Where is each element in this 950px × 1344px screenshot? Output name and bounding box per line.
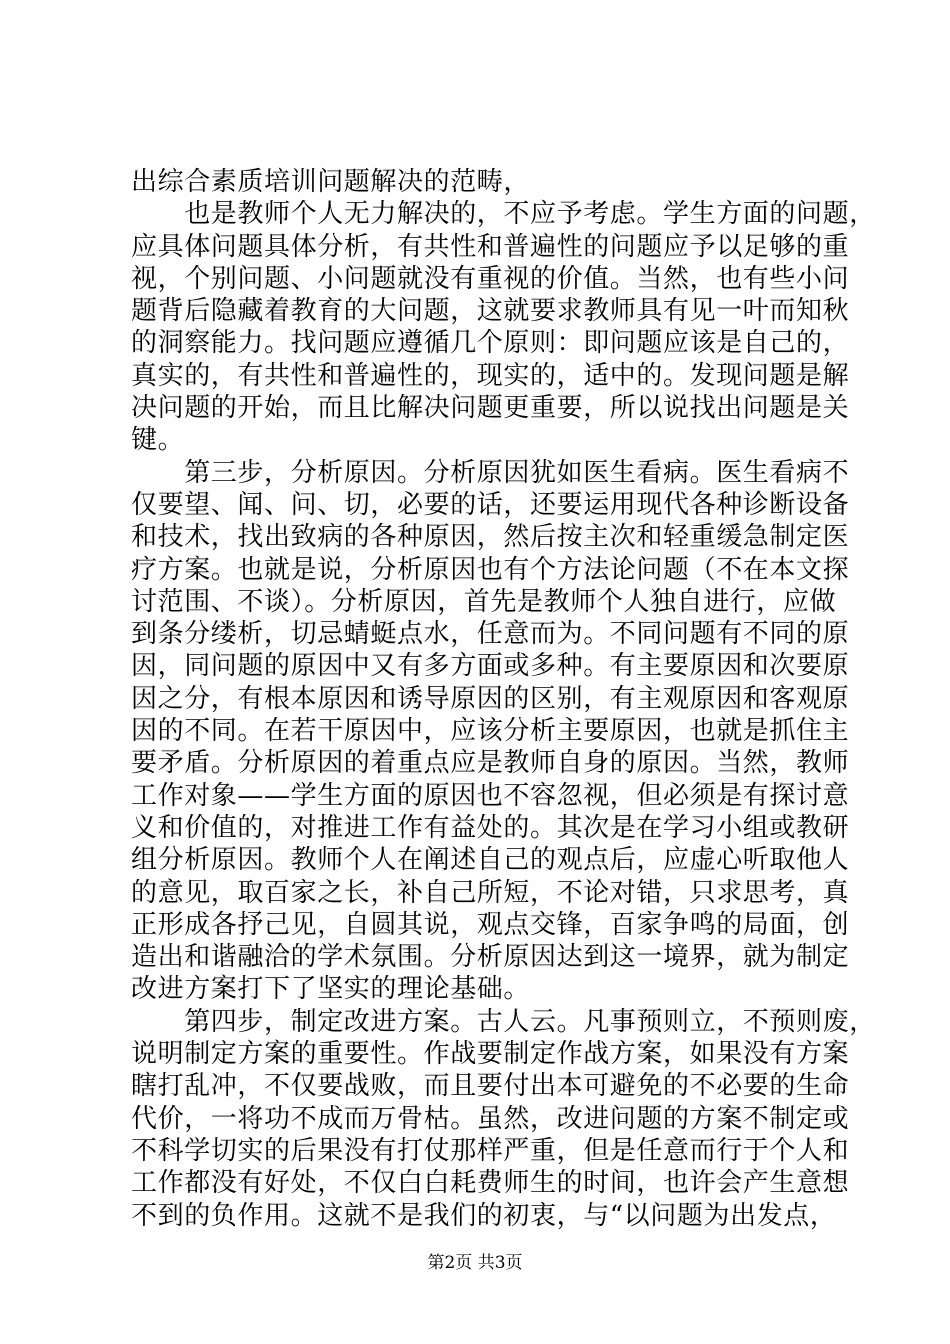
text-line: 说明制定方案的重要性。作战要制定作战方案，如果没有方案: [131, 1039, 850, 1070]
text-line: 第四步，制定改进方案。古人云。凡事预则立，不预则废，: [131, 1006, 876, 1037]
text-line: 应具体问题具体分析，有共性和普遍性的问题应予以足够的重: [131, 231, 850, 262]
text-line: 决问题的开始，而且比解决问题更重要，所以说找出问题是关: [131, 393, 850, 424]
text-line: 的洞察能力。找问题应遵循几个原则：即问题应该是自己的，: [131, 328, 850, 359]
text-line: 和技术，找出致病的各种原因，然后按主次和轻重缓急制定医: [131, 522, 850, 553]
text-line: 组分析原因。教师个人在阐述自己的观点后，应虚心听取他人: [131, 845, 850, 876]
text-line: 正形成各抒己见，自圆其说，观点交锋，百家争鸣的局面，创: [131, 909, 850, 940]
text-line: 视，个别问题、小问题就没有重视的价值。当然，也有些小问: [131, 263, 850, 294]
text-line: 疗方案。也就是说，分析原因也有个方法论问题（不在本文探: [131, 554, 850, 585]
text-line: 要矛盾。分析原因的着重点应是教师自身的原因。当然，教师: [131, 748, 850, 779]
text-line: 瞎打乱冲，不仅要战败，而且要付出本可避免的不必要的生命: [131, 1071, 850, 1102]
text-line: 义和价值的，对推进工作有益处的。其次是在学习小组或教研: [131, 812, 850, 843]
text-line: 出综合素质培训问题解决的范畴，: [131, 167, 531, 197]
text-line: 因的不同。在若干原因中，应该分析主要原因，也就是抓住主: [131, 716, 850, 747]
text-line: 键。: [131, 425, 185, 456]
text-line: 也是教师个人无力解决的，不应予考虑。学生方面的问题，: [131, 199, 876, 230]
text-line: 改进方案打下了坚实的理论基础。: [131, 974, 531, 1005]
text-line: 的意见，取百家之长，补自己所短，不论对错，只求思考，真: [131, 877, 850, 908]
text-line: 讨范围、不谈）。分析原因，首先是教师个人独自进行，应做: [131, 586, 837, 617]
text-line: 代价，一将功不成而万骨枯。虽然，改进问题的方案不制定或: [131, 1103, 850, 1134]
text-line: 仅要望、闻、问、切，必要的话，还要运用现代各种诊断设备: [131, 489, 850, 520]
text-line: 到条分缕析，切忌蜻蜓点水，任意而为。不同问题有不同的原: [131, 619, 850, 650]
text-line: 工作都没有好处，不仅白白耗费师生的时间，也许会产生意想: [131, 1168, 850, 1199]
text-line: 因之分，有根本原因和诱导原因的区别，有主观原因和客观原: [131, 683, 850, 714]
text-line: 不科学切实的后果没有打仗那样严重，但是任意而行于个人和: [131, 1135, 850, 1166]
text-line: 真实的，有共性和普遍性的，现实的，适中的。发现问题是解: [131, 360, 850, 391]
text-line: 题背后隐藏着教育的大问题，这就要求教师具有见一叶而知秋: [131, 296, 850, 327]
body-text: [131, 166, 876, 1232]
text-line: 工作对象——学生方面的原因也不容忽视，但必须是有探讨意: [131, 780, 850, 811]
text-line: 因，同问题的原因中又有多方面或多种。有主要原因和次要原: [131, 651, 850, 682]
text-line: 第三步，分析原因。分析原因犹如医生看病。医生看病不: [131, 457, 850, 488]
text-line: 不到的负作用。这就不是我们的初衷，与“以问题为出发点，: [131, 1200, 837, 1231]
text-line: 造出和谐融洽的学术氛围。分析原因达到这一境界，就为制定: [131, 942, 850, 973]
page-number-footer: 第2页 共3页: [427, 1253, 523, 1273]
